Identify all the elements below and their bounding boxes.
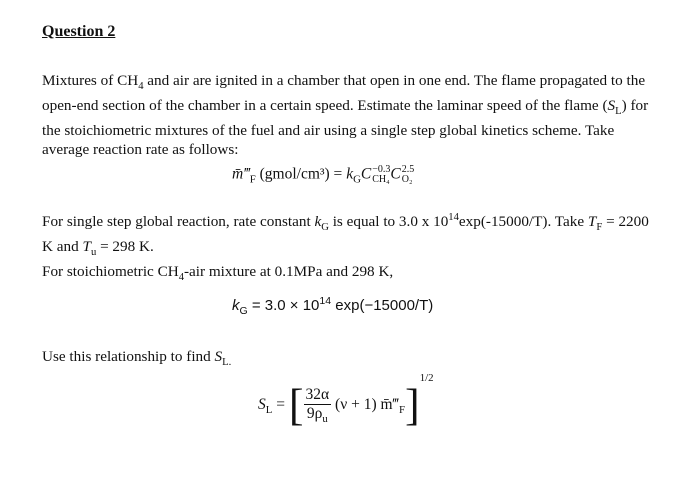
rate-c2-sub: O₂ [401, 174, 413, 185]
sl-sub: L [265, 404, 273, 417]
sl-equals: = [272, 396, 289, 413]
sl-numerator: 32α [305, 385, 330, 403]
use-sl-subscript: L. [222, 357, 232, 369]
stoichiometric-statement [42, 262, 657, 287]
sl-lhs: S [258, 396, 266, 413]
rate-text-5: = 298 K. [96, 238, 154, 256]
rate-k: k [346, 165, 354, 183]
rate-kg-subscript: G [321, 222, 329, 234]
intro-text-1: Mixtures of CH [42, 72, 139, 89]
sl-middle-sub: F [399, 404, 406, 417]
rate-c1-sup: −0.3 [372, 164, 391, 175]
flame-speed-equation [258, 372, 434, 430]
rate-k-sub: G [353, 173, 361, 186]
use-text: Use this relationship to find [42, 348, 215, 365]
sl-power: 1/2 [419, 372, 434, 384]
sl-denominator: 9ρ [306, 404, 323, 422]
kg-exponent: 14 [319, 295, 332, 307]
rate-text-1: For single step global reaction, rate constant [42, 213, 315, 231]
rate-c1-sub: CH₄ [372, 174, 390, 185]
stoich-text-2: -air mixture at 0.1MPa and 298 K, [184, 263, 394, 280]
stoich-subscript: 4 [178, 272, 184, 284]
use-sl-symbol: S [214, 348, 223, 365]
right-bracket: ] [405, 380, 420, 430]
reaction-rate-equation [232, 165, 414, 186]
question-title: Question 2 [42, 23, 116, 40]
intro-sl-symbol: S [607, 97, 616, 115]
rate-exponent: 14 [448, 212, 459, 223]
problem-statement [42, 71, 657, 159]
kg-rhs: = 3.0 × 10 [247, 297, 320, 314]
rate-text-4: = 2200 K and [42, 213, 649, 256]
sl-middle: (ν + 1) m̄‴ [331, 396, 399, 413]
rate-c2-sup: 2.5 [401, 164, 415, 175]
rate-c1: C [360, 165, 372, 183]
rate-kg-symbol: k [314, 213, 322, 231]
intro-text-3: ) for the stoichiometric mixtures of the fuel and air using a single step global kinetics scheme. Take average reaction rate as follows: [42, 97, 649, 159]
rate-lhs: m̄‴ [232, 165, 250, 183]
rate-tu-subscript: u [90, 247, 97, 259]
rate-units: (gmol/cm³) = [255, 165, 347, 183]
rate-lhs-sub: F [249, 173, 256, 186]
rate-tu-symbol: T [82, 238, 91, 256]
sl-denominator-sub: u [322, 412, 328, 425]
rate-tf-subscript: F [596, 222, 603, 234]
rate-tf-symbol: T [587, 213, 597, 231]
rate-constant-statement [42, 208, 657, 262]
kg-sub: G [239, 305, 248, 317]
rate-constant-equation [232, 295, 433, 317]
sl-fraction [304, 386, 332, 425]
kg-tail: exp(−15000/T) [331, 297, 434, 314]
left-bracket: [ [288, 380, 304, 430]
stoich-text-1: For stoichiometric CH [42, 263, 179, 280]
rate-c2: C [390, 165, 401, 183]
intro-text-2: and air are ignited in a chamber that open in one end. The flame propagated to the open-end section of the chamber in a certain speed. Estimate the laminar speed of the flame ( [42, 72, 646, 115]
rate-text-2: is equal to 3.0 x 10 [328, 213, 449, 231]
use-relationship-statement [42, 347, 657, 372]
kg-lhs: k [232, 297, 240, 314]
intro-ch4-subscript: 4 [138, 81, 144, 93]
intro-sl-subscript: L [615, 106, 622, 118]
rate-text-3: exp(-15000/T). Take [458, 213, 588, 231]
